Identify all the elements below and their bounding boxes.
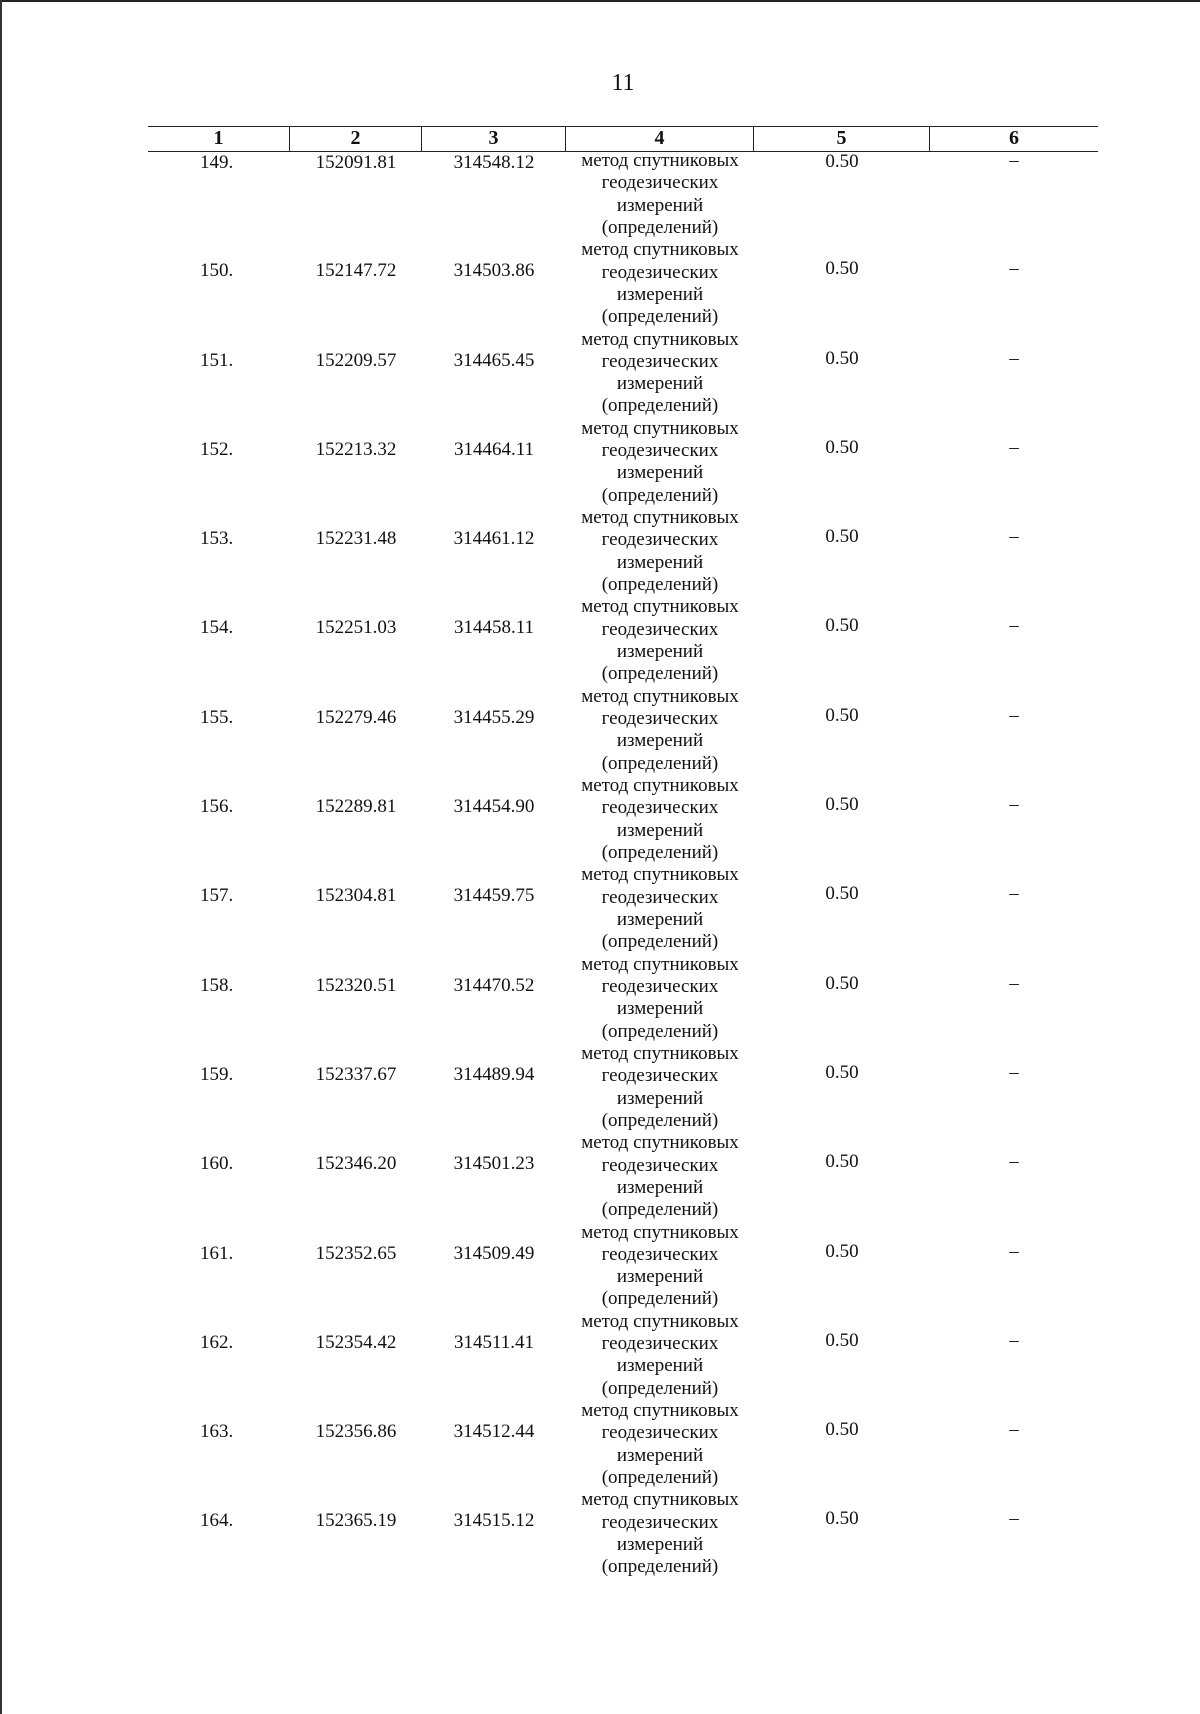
point-number: 158. <box>200 974 234 996</box>
coordinate-y: 314454.90 <box>453 796 535 818</box>
coordinate-x: 152289.81 <box>315 796 397 818</box>
coordinate-y: 314470.52 <box>453 974 535 996</box>
header-col-4: 4 <box>566 127 754 151</box>
accuracy-value: 0.50 <box>825 1151 859 1173</box>
accuracy-value: 0.50 <box>825 347 859 369</box>
method-line: геодезических <box>601 172 719 194</box>
note-dash: – <box>1009 1419 1019 1441</box>
method-line: измерений <box>616 998 704 1020</box>
method-cell <box>566 686 754 775</box>
method-line: геодезических <box>601 1511 719 1533</box>
method-cell <box>566 239 754 328</box>
note-dash: – <box>1009 347 1019 369</box>
method-line: геодезических <box>601 975 719 997</box>
accuracy-value: 0.50 <box>825 151 859 172</box>
coordinate-y: 314509.49 <box>453 1242 535 1264</box>
note-dash: – <box>1009 1151 1019 1173</box>
table-row <box>148 1222 1098 1311</box>
point-number: 150. <box>200 260 234 282</box>
method-line: измерений <box>616 1444 704 1466</box>
method-line: геодезических <box>601 708 719 730</box>
method-cell <box>566 864 754 953</box>
note-dash: – <box>1009 258 1019 280</box>
coordinate-y: 314465.45 <box>453 349 535 371</box>
accuracy-value: 0.50 <box>825 1508 859 1530</box>
table-row <box>148 329 1098 418</box>
method-line: метод спутниковых <box>581 1042 739 1064</box>
note-dash: – <box>1009 150 1019 171</box>
method-line: измерений <box>616 730 704 752</box>
method-line: метод спутниковых <box>581 150 739 171</box>
table-row <box>148 418 1098 507</box>
header-col-3: 3 <box>422 127 566 151</box>
method-line: геодезических <box>601 529 719 551</box>
note-dash: – <box>1009 794 1019 816</box>
coordinate-x: 152091.81 <box>315 152 397 173</box>
point-number: 155. <box>200 706 234 728</box>
accuracy-value: 0.50 <box>825 1329 859 1351</box>
coordinate-x: 152209.57 <box>315 349 397 371</box>
method-cell <box>566 1132 754 1221</box>
method-line: (определений) <box>601 484 719 506</box>
method-cell <box>566 1043 754 1132</box>
accuracy-value: 0.50 <box>825 883 859 905</box>
method-cell <box>566 1400 754 1489</box>
note-dash: – <box>1009 883 1019 905</box>
point-number: 156. <box>200 796 234 818</box>
method-cell <box>566 507 754 596</box>
note-dash: – <box>1009 436 1019 458</box>
table-body <box>148 150 1098 1579</box>
method-line: геодезических <box>601 440 719 462</box>
accuracy-value: 0.50 <box>825 526 859 548</box>
accuracy-value: 0.50 <box>825 1061 859 1083</box>
point-number: 157. <box>200 885 234 907</box>
point-number: 149. <box>200 152 234 173</box>
accuracy-value: 0.50 <box>825 615 859 637</box>
method-cell <box>566 1222 754 1311</box>
note-dash: – <box>1009 1240 1019 1262</box>
method-line: метод спутниковых <box>581 239 739 261</box>
coordinate-y: 314548.12 <box>453 152 535 173</box>
method-line: измерений <box>616 641 704 663</box>
method-line: геодезических <box>601 618 719 640</box>
accuracy-value: 0.50 <box>825 258 859 280</box>
table-row <box>148 1043 1098 1132</box>
method-line: измерений <box>616 283 704 305</box>
method-line: (определений) <box>601 1377 719 1399</box>
table-row <box>148 507 1098 596</box>
method-line: (определений) <box>601 1288 719 1310</box>
point-number: 164. <box>200 1510 234 1532</box>
accuracy-value: 0.50 <box>825 794 859 816</box>
method-line: (определений) <box>601 1020 719 1042</box>
method-line: измерений <box>616 908 704 930</box>
method-line: метод спутниковых <box>581 1400 739 1422</box>
method-line: измерений <box>616 1087 704 1109</box>
accuracy-value: 0.50 <box>825 704 859 726</box>
coordinate-x: 152251.03 <box>315 617 397 639</box>
method-line: метод спутниковых <box>581 1132 739 1154</box>
point-number: 163. <box>200 1421 234 1443</box>
header-col-1: 1 <box>148 127 290 151</box>
method-line: метод спутниковых <box>581 864 739 886</box>
coordinate-y: 314464.11 <box>453 438 535 460</box>
coordinate-y: 314503.86 <box>453 260 535 282</box>
method-line: метод спутниковых <box>581 507 739 529</box>
method-line: измерений <box>616 194 704 216</box>
point-number: 153. <box>200 528 234 550</box>
method-line: геодезических <box>601 1154 719 1176</box>
method-cell <box>566 596 754 685</box>
coordinate-y: 314459.75 <box>453 885 535 907</box>
coordinate-y: 314515.12 <box>453 1510 535 1532</box>
coordinate-y: 314461.12 <box>453 528 535 550</box>
method-line: геодезических <box>601 797 719 819</box>
method-cell <box>566 418 754 507</box>
method-line: метод спутниковых <box>581 1310 739 1332</box>
method-line: (определений) <box>601 1556 719 1578</box>
point-number: 151. <box>200 349 234 371</box>
note-dash: – <box>1009 1061 1019 1083</box>
method-line: измерений <box>616 1266 704 1288</box>
method-line: (определений) <box>601 752 719 774</box>
header-col-6: 6 <box>1009 127 1019 149</box>
coordinate-y: 314458.11 <box>453 617 535 639</box>
note-dash: – <box>1009 1508 1019 1530</box>
method-line: (определений) <box>601 216 719 238</box>
method-line: (определений) <box>601 1199 719 1221</box>
scan-edge-left <box>0 0 2 1714</box>
method-line: геодезических <box>601 1422 719 1444</box>
method-line: (определений) <box>601 1109 719 1131</box>
method-line: геодезических <box>601 1065 719 1087</box>
table-row <box>148 150 1098 239</box>
method-line: геодезических <box>601 350 719 372</box>
coordinate-x: 152346.20 <box>315 1153 397 1175</box>
note-dash: – <box>1009 972 1019 994</box>
method-line: измерений <box>616 551 704 573</box>
coordinate-x: 152320.51 <box>315 974 397 996</box>
accuracy-value: 0.50 <box>825 1419 859 1441</box>
scan-edge-top <box>0 0 1200 2</box>
method-line: измерений <box>616 1355 704 1377</box>
method-line: метод спутниковых <box>581 328 739 350</box>
accuracy-value: 0.50 <box>825 1240 859 1262</box>
note-dash: – <box>1009 1329 1019 1351</box>
coordinate-x: 152279.46 <box>315 706 397 728</box>
method-line: (определений) <box>601 931 719 953</box>
header-col-2: 2 <box>290 127 422 151</box>
coordinate-y: 314489.94 <box>453 1063 535 1085</box>
table-row <box>148 954 1098 1043</box>
method-line: (определений) <box>601 574 719 596</box>
point-number: 162. <box>200 1331 234 1353</box>
table-row <box>148 1400 1098 1489</box>
method-cell <box>566 329 754 418</box>
coordinate-x: 152354.42 <box>315 1331 397 1353</box>
coordinate-x: 152231.48 <box>315 528 397 550</box>
coordinate-y: 314455.29 <box>453 706 535 728</box>
method-line: геодезических <box>601 1333 719 1355</box>
header-col-5: 5 <box>754 127 930 151</box>
method-line: метод спутниковых <box>581 775 739 797</box>
table-row <box>148 1311 1098 1400</box>
point-number: 160. <box>200 1153 234 1175</box>
method-line: метод спутниковых <box>581 1489 739 1511</box>
method-line: метод спутниковых <box>581 685 739 707</box>
coordinate-y: 314501.23 <box>453 1153 535 1175</box>
method-cell <box>566 954 754 1043</box>
coordinate-x: 152352.65 <box>315 1242 397 1264</box>
method-line: метод спутниковых <box>581 953 739 975</box>
table-row <box>148 864 1098 953</box>
coordinate-y: 314512.44 <box>453 1421 535 1443</box>
coordinate-x: 152365.19 <box>315 1510 397 1532</box>
method-line: измерений <box>616 1534 704 1556</box>
method-line: измерений <box>616 462 704 484</box>
table-row <box>148 596 1098 685</box>
note-dash: – <box>1009 526 1019 548</box>
table-row <box>148 239 1098 328</box>
method-cell <box>566 775 754 864</box>
table-row <box>148 686 1098 775</box>
method-cell <box>566 1311 754 1400</box>
coordinate-x: 152213.32 <box>315 438 397 460</box>
method-line: геодезических <box>601 1243 719 1265</box>
coordinate-x: 152304.81 <box>315 885 397 907</box>
method-line: (определений) <box>601 663 719 685</box>
method-line: метод спутниковых <box>581 596 739 618</box>
method-line: геодезических <box>601 886 719 908</box>
method-line: геодезических <box>601 261 719 283</box>
method-line: метод спутниковых <box>581 1221 739 1243</box>
method-line: метод спутниковых <box>581 417 739 439</box>
point-number: 154. <box>200 617 234 639</box>
method-line: измерений <box>616 373 704 395</box>
coordinate-y: 314511.41 <box>453 1331 535 1353</box>
method-line: (определений) <box>601 841 719 863</box>
table-header <box>148 126 1098 152</box>
accuracy-value: 0.50 <box>825 972 859 994</box>
page-number: 11 <box>611 70 635 96</box>
point-number: 159. <box>200 1063 234 1085</box>
table-row <box>148 775 1098 864</box>
coordinate-x: 152337.67 <box>315 1063 397 1085</box>
method-line: (определений) <box>601 395 719 417</box>
point-number: 161. <box>200 1242 234 1264</box>
table-row <box>148 1489 1098 1578</box>
table-row <box>148 1132 1098 1221</box>
coordinate-x: 152356.86 <box>315 1421 397 1443</box>
method-line: (определений) <box>601 306 719 328</box>
method-line: измерений <box>616 819 704 841</box>
method-cell <box>566 150 754 239</box>
point-number: 152. <box>200 438 234 460</box>
note-dash: – <box>1009 704 1019 726</box>
note-dash: – <box>1009 615 1019 637</box>
coordinate-x: 152147.72 <box>315 260 397 282</box>
method-line: измерений <box>616 1176 704 1198</box>
method-cell <box>566 1489 754 1578</box>
method-line: (определений) <box>601 1467 719 1489</box>
accuracy-value: 0.50 <box>825 436 859 458</box>
